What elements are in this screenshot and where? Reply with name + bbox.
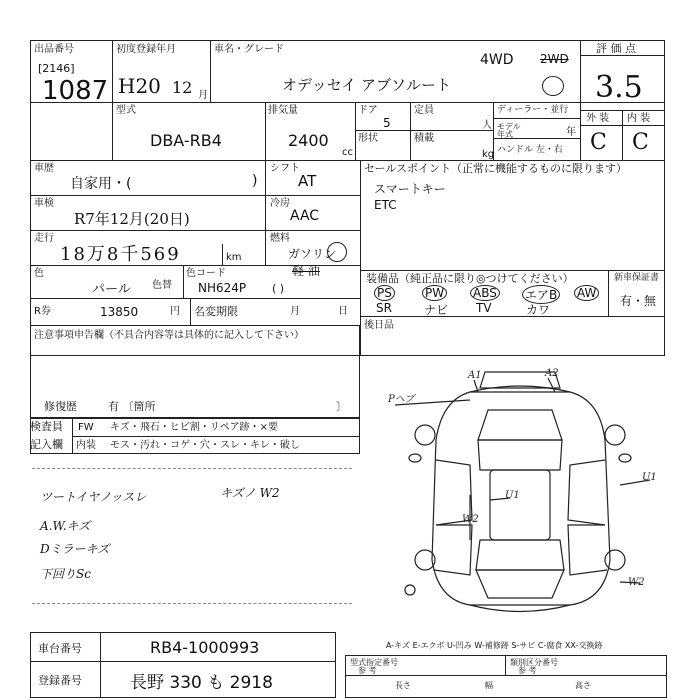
type-reference: 参 考 bbox=[358, 666, 377, 675]
fuel-label: 燃料 bbox=[270, 233, 290, 244]
notes-label: 注意事項申告欄（不具合内容等は具体的に記入して下さい） bbox=[34, 330, 304, 341]
inspector-label-2: 記入欄 bbox=[30, 438, 63, 451]
displacement-unit: cc bbox=[342, 147, 353, 158]
equipment-label: 装備品（純正品に限り◎つけてください） bbox=[366, 272, 574, 285]
note-line-1b: キズノ W2 bbox=[220, 486, 280, 500]
chassis-value: RB4-1000993 bbox=[150, 638, 260, 657]
class-number-label: 類別区分番号 bbox=[510, 658, 558, 667]
equip-abs: ABS bbox=[470, 285, 500, 301]
lot-label: 出品番号 bbox=[34, 44, 74, 55]
score-label: 評 価 点 bbox=[596, 42, 636, 55]
rear-seat-label: 後日品 bbox=[364, 320, 394, 331]
divider bbox=[505, 655, 506, 675]
fw-label: FW bbox=[78, 422, 94, 433]
equip-kawa: カワ bbox=[526, 303, 551, 317]
recycle-value: 13850 bbox=[100, 305, 139, 319]
interior-items: モス・汚れ・コゲ・穴・スレ・キレ・破し bbox=[110, 440, 300, 451]
lot-id-small: [2146] bbox=[38, 62, 75, 75]
capacity-unit: 人 bbox=[482, 120, 492, 131]
interior-label: 内 装 bbox=[627, 113, 651, 124]
divider bbox=[345, 675, 667, 676]
type-designation-label: 型式指定番号 bbox=[350, 658, 398, 667]
warranty-label: 新車保証書 bbox=[614, 273, 660, 283]
cooling-label: 冷房 bbox=[270, 198, 290, 209]
note-line-2: A.W.キズ bbox=[40, 519, 91, 533]
history-label: 車歴 bbox=[34, 163, 54, 174]
equip-sr: SR bbox=[376, 301, 392, 315]
displacement-value: 2400 bbox=[288, 131, 329, 150]
sales-point-1: スマートキー bbox=[374, 182, 446, 196]
name-change-label: 名変期限 bbox=[194, 305, 238, 318]
mileage-unit: km bbox=[226, 252, 242, 263]
mileage-label: 走行 bbox=[34, 233, 54, 244]
dealer-label: ディーラー・並行 bbox=[497, 105, 569, 115]
fuel-paren: ( ) bbox=[272, 282, 285, 295]
fuel-gasoline: ガソリン bbox=[288, 247, 337, 261]
history-close: ) bbox=[252, 173, 258, 189]
car-name-label: 車名・グレード bbox=[214, 44, 284, 55]
interior-grade: C bbox=[632, 130, 649, 155]
length-label: 長さ bbox=[395, 681, 411, 690]
displacement-label: 排気量 bbox=[268, 105, 298, 116]
note-line-4: 下回りSc bbox=[40, 567, 91, 581]
mark-a1: A1 bbox=[468, 370, 482, 381]
model-year-label: モデル 年式 bbox=[497, 122, 521, 139]
car-name: オデッセイ アブソルート bbox=[282, 76, 452, 94]
mark-a2: A2 bbox=[545, 368, 559, 379]
fuel-light-oil: 軽 油 bbox=[292, 264, 320, 278]
equip-ps: PS bbox=[374, 285, 395, 301]
drive-4wd: 4WD bbox=[480, 52, 514, 68]
mileage-value: 18万8千569 bbox=[60, 244, 181, 265]
repair-label: 修復歴 bbox=[44, 400, 77, 413]
width-label: 幅 bbox=[485, 681, 493, 690]
class-reference: 参 考 bbox=[518, 666, 537, 675]
exterior-label: 外 装 bbox=[586, 113, 610, 124]
mark-w2-right: W2 bbox=[628, 577, 645, 588]
first-reg-label: 初度登録年月 bbox=[116, 44, 176, 55]
history-value: 自家用・( bbox=[70, 176, 132, 192]
color-label: 色 bbox=[34, 268, 44, 279]
chassis-label: 車台番号 bbox=[38, 642, 82, 655]
color-code: NH624P bbox=[198, 281, 247, 295]
recycle-label: R券 bbox=[34, 306, 51, 317]
model-label: 型式 bbox=[116, 105, 136, 116]
equip-navi: ナビ bbox=[424, 303, 449, 317]
first-reg-month: 12 bbox=[172, 78, 193, 97]
mark-u1-right: U1 bbox=[642, 472, 657, 483]
load-unit: kg bbox=[482, 149, 495, 160]
day-unit: 日 bbox=[338, 306, 348, 317]
load-label: 積載 bbox=[414, 133, 434, 144]
repair-close: 〕 bbox=[336, 400, 347, 413]
color-change-label: 色替 bbox=[152, 280, 172, 291]
shape-label: 形状 bbox=[358, 133, 378, 144]
color-code-label: 色コード bbox=[186, 268, 226, 279]
color-value: パール bbox=[92, 282, 131, 297]
shift-value: AT bbox=[298, 172, 317, 190]
interior-insp-label: 内装 bbox=[76, 440, 96, 451]
mark-w2-left: W2 bbox=[462, 514, 479, 525]
mark-u1-center: U1 bbox=[505, 490, 520, 501]
mark-phebu: Pヘブ bbox=[388, 394, 415, 405]
height-label: 高さ bbox=[575, 681, 591, 690]
reg-value: 長野 330 も 2918 bbox=[130, 673, 273, 693]
exterior-grade: C bbox=[590, 130, 607, 155]
diagram-legend: A-キズ E-エクボ U-凹み W-補修跡 S-サビ C-腐食 XX-交換跡 bbox=[386, 641, 603, 650]
inspection-value: R7年12月(20日) bbox=[74, 210, 190, 228]
fw-items: キズ・飛石・ヒビ割・リペア跡・×要 bbox=[110, 422, 278, 433]
recycle-unit: 円 bbox=[170, 306, 180, 317]
inspection-label: 車検 bbox=[34, 198, 54, 209]
repair-value: 有 〔箇所 bbox=[108, 400, 156, 413]
sales-point-2: ETC bbox=[374, 198, 397, 212]
inspector-label-1: 検査員 bbox=[30, 420, 63, 433]
warranty-value: 有・無 bbox=[620, 294, 657, 308]
equip-airbag: エアB bbox=[522, 285, 560, 304]
capacity-label: 定員 bbox=[414, 105, 434, 116]
equip-pw: PW bbox=[422, 285, 447, 301]
note-line-3: Dミラーキズ bbox=[40, 542, 110, 556]
note-line-1: ツートイヤノッスレ bbox=[40, 490, 147, 504]
first-reg-era: H20 bbox=[118, 74, 161, 98]
doors-value: 5 bbox=[383, 116, 391, 130]
first-reg-unit: 月 bbox=[198, 90, 208, 101]
year-unit: 年 bbox=[566, 127, 576, 138]
doors-label: ドア bbox=[358, 105, 378, 116]
sales-label: セールスポイント（正常に機能するものに限ります） bbox=[364, 162, 628, 175]
equip-tv: TV bbox=[476, 301, 492, 315]
handle-label: ハンドル 左・右 bbox=[497, 145, 563, 155]
equip-aw: AW bbox=[574, 285, 599, 301]
score-value: 3.5 bbox=[595, 70, 643, 105]
reg-label: 登録番号 bbox=[38, 674, 82, 687]
cooling-value: AAC bbox=[290, 208, 320, 224]
shift-label: シフト bbox=[270, 163, 300, 174]
drive-2wd: 2WD bbox=[540, 52, 569, 66]
model-value: DBA-RB4 bbox=[150, 131, 222, 150]
month-unit: 月 bbox=[290, 306, 300, 317]
lot-number: 1087 bbox=[42, 76, 109, 106]
